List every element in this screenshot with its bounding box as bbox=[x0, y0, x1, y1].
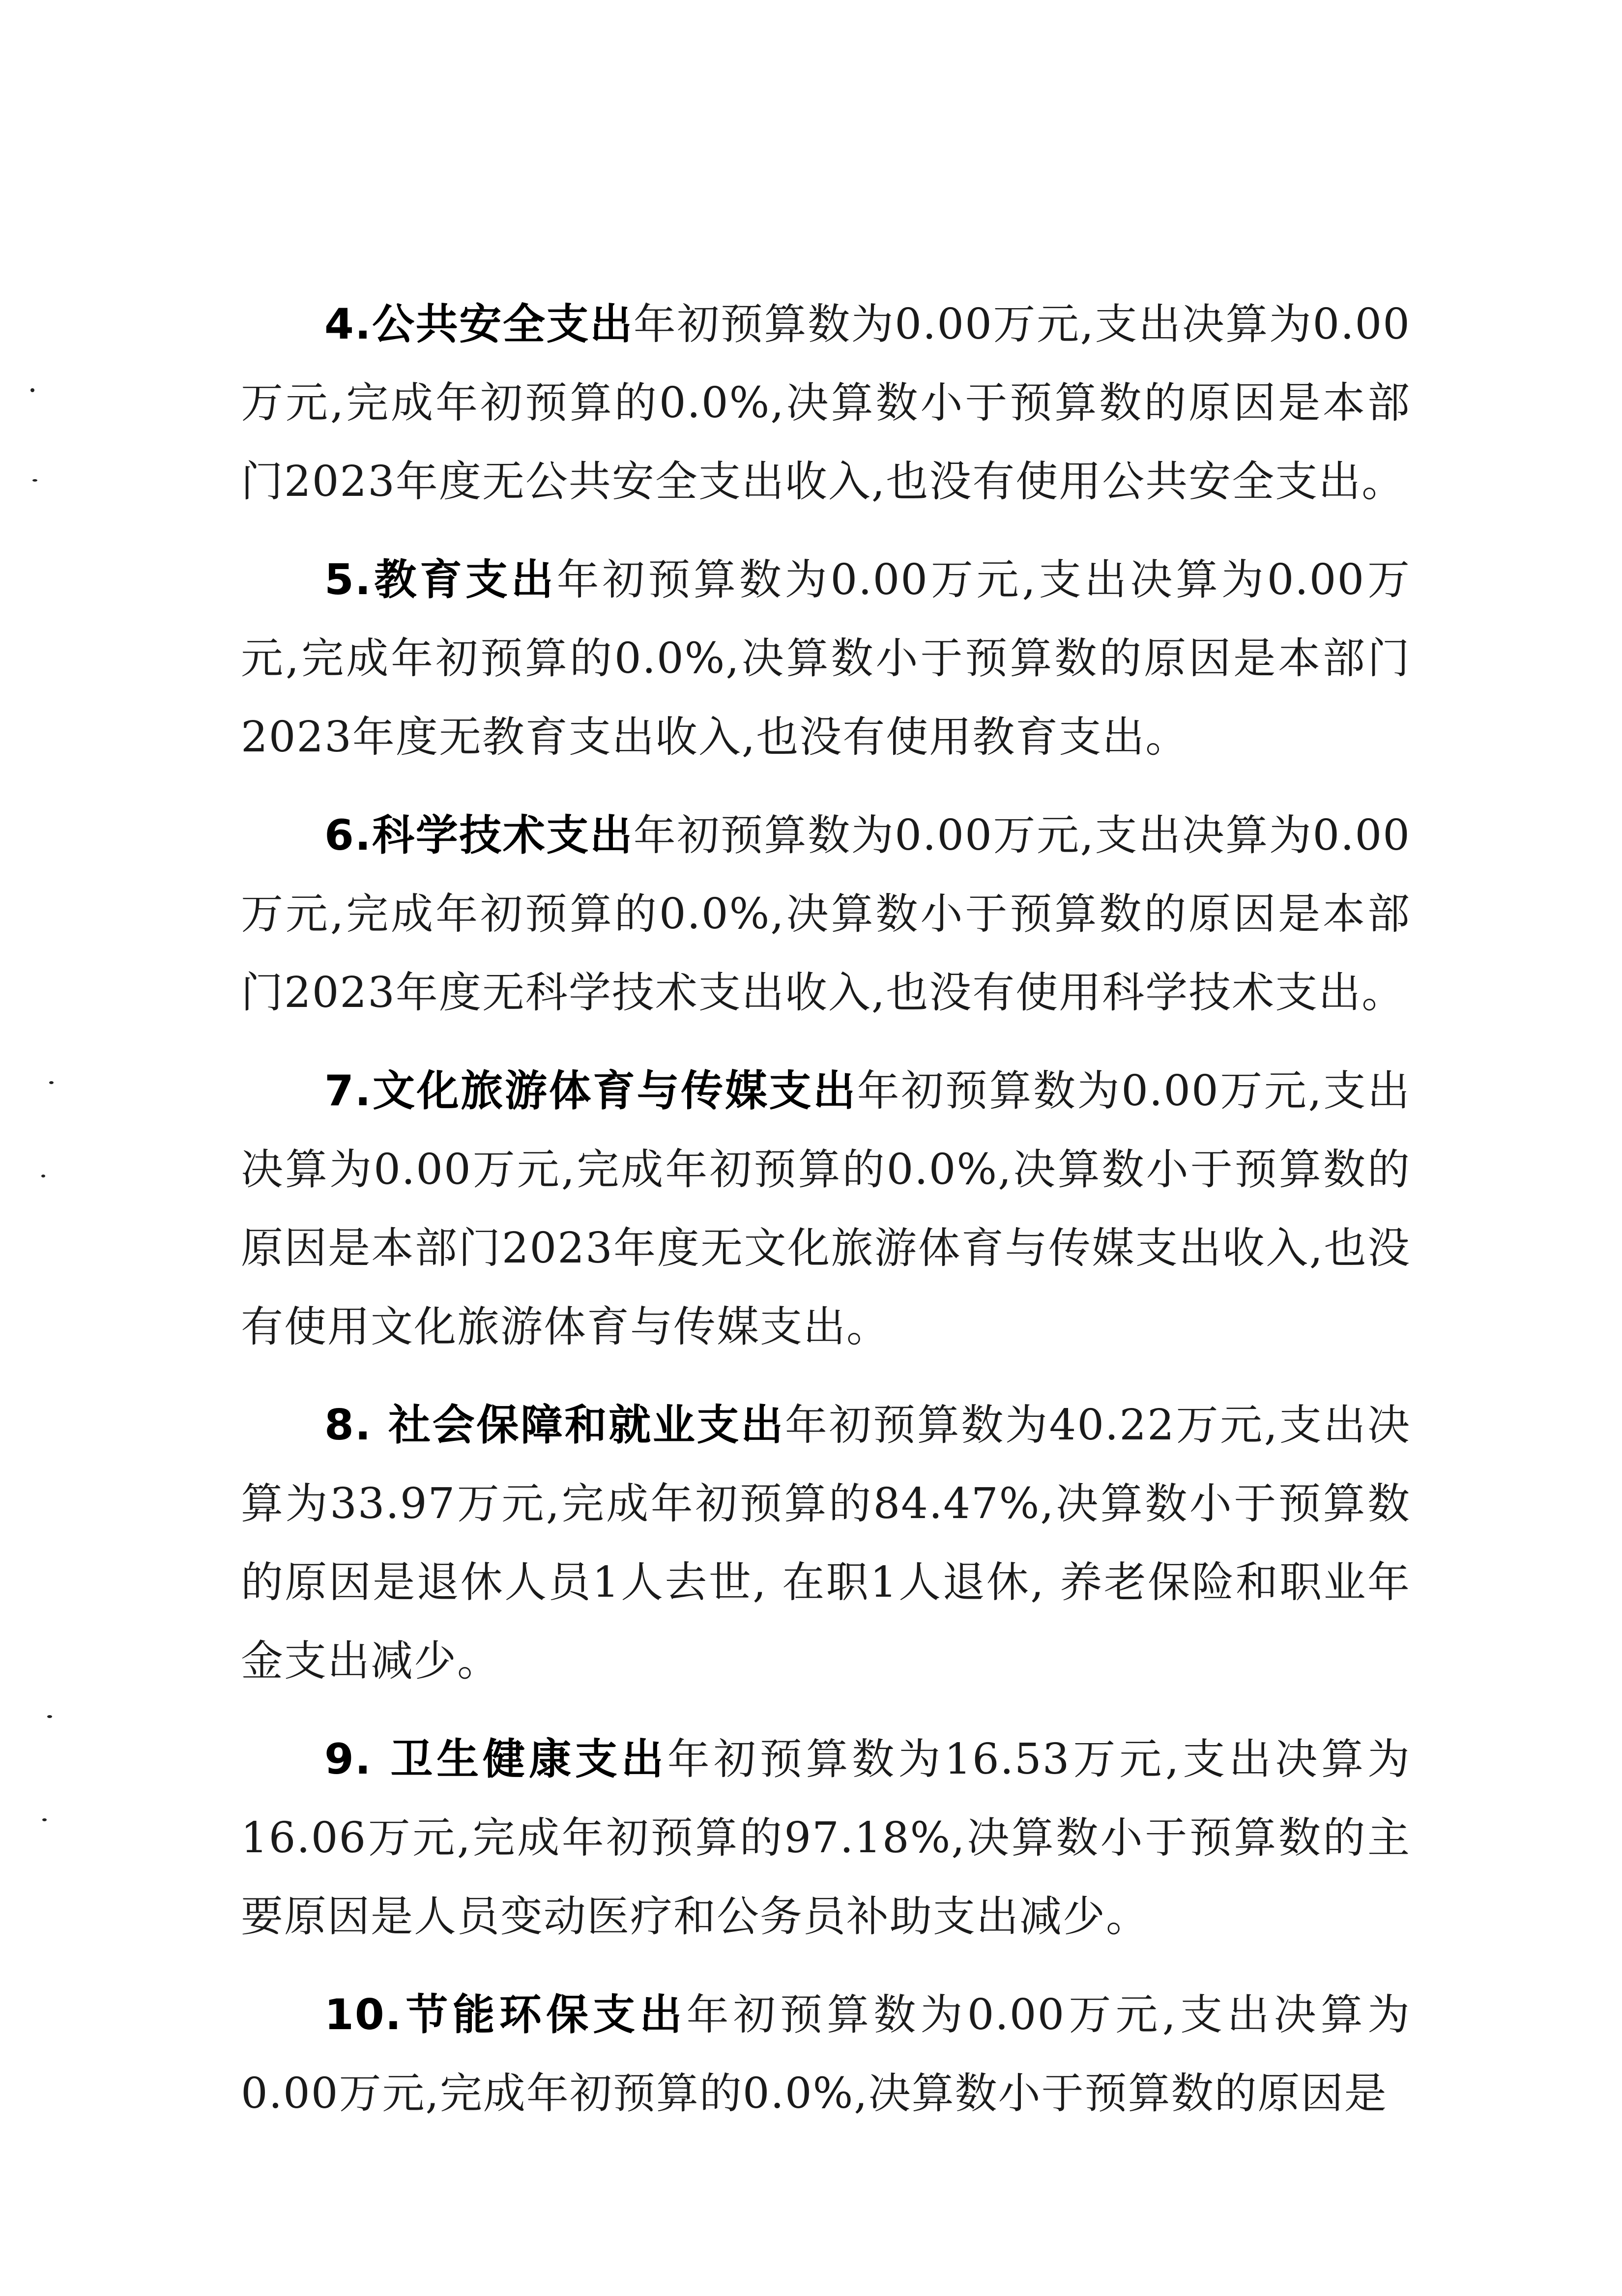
paragraph-text: 年初预算数为0.00万元,支出决算为0.00万元,完成年初预算的0.0%,决算数小于预算数的原因是本部门2023年度无公共安全支出收入,也没有使用公共安全支出。 bbox=[241, 300, 1411, 506]
scan-speck bbox=[47, 1715, 52, 1718]
paragraph-social-security-employment bbox=[241, 1386, 1411, 1700]
paragraph-text: 年初预算数为40.22万元,支出决算为33.97万元,完成年初预算的84.47%,决算数小于预算数的原因是退休人员1人去世, 在职1人退休, 养老保险和职业年金支出减少。 bbox=[241, 1401, 1411, 1686]
paragraph-science-technology bbox=[241, 796, 1411, 1032]
paragraph-heading: 8. 社会保障和就业支出 bbox=[324, 1401, 785, 1450]
scan-speck bbox=[32, 479, 37, 482]
paragraph-heading: 7.文化旅游体育与传媒支出 bbox=[324, 1066, 857, 1116]
paragraph-health bbox=[241, 1720, 1411, 1956]
paragraph-text: 年初预算数为0.00万元,支出决算为0.00万元,完成年初预算的0.0%,决算数小于预算数的原因是本部门2023年度无科学技术支出收入,也没有使用科学技术支出。 bbox=[241, 811, 1411, 1017]
paragraph-text: 年初预算数为16.53万元,支出决算为16.06万元,完成年初预算的97.18%,决算数小于预算数的主要原因是人员变动医疗和公务员补助支出减少。 bbox=[241, 1735, 1411, 1941]
paragraph-heading: 5.教育支出 bbox=[324, 555, 557, 604]
paragraph-text: 年初预算数为0.00万元,支出决算为0.00万元,完成年初预算的0.0%,决算数小于预算数的原因是本部门2023年度无文化旅游体育与传媒支出收入,也没有使用文化旅游体育与传媒支出。 bbox=[241, 1066, 1411, 1351]
paragraph-public-security bbox=[241, 285, 1411, 521]
paragraph-text: 年初预算数为0.00万元,支出决算为0.00万元,完成年初预算的0.0%,决算数小于预算数的原因是 bbox=[241, 1990, 1411, 2118]
paragraph-heading: 9. 卫生健康支出 bbox=[324, 1735, 667, 1784]
paragraph-energy-environment bbox=[241, 1976, 1411, 2133]
scan-speck bbox=[49, 1081, 54, 1084]
paragraph-heading: 10.节能环保支出 bbox=[324, 1990, 687, 2039]
scan-speck bbox=[30, 388, 34, 392]
paragraph-culture-tourism-sports-media bbox=[241, 1052, 1411, 1366]
paragraph-text: 年初预算数为0.00万元,支出决算为0.00万元,完成年初预算的0.0%,决算数小于预算数的原因是本部门2023年度无教育支出收入,也没有使用教育支出。 bbox=[241, 555, 1411, 762]
scan-speck bbox=[42, 1818, 47, 1821]
scan-speck bbox=[41, 1175, 45, 1177]
document-body bbox=[241, 285, 1411, 2152]
paragraph-heading: 4.公共安全支出 bbox=[324, 300, 634, 349]
paragraph-education bbox=[241, 541, 1411, 776]
paragraph-heading: 6.科学技术支出 bbox=[324, 811, 634, 860]
